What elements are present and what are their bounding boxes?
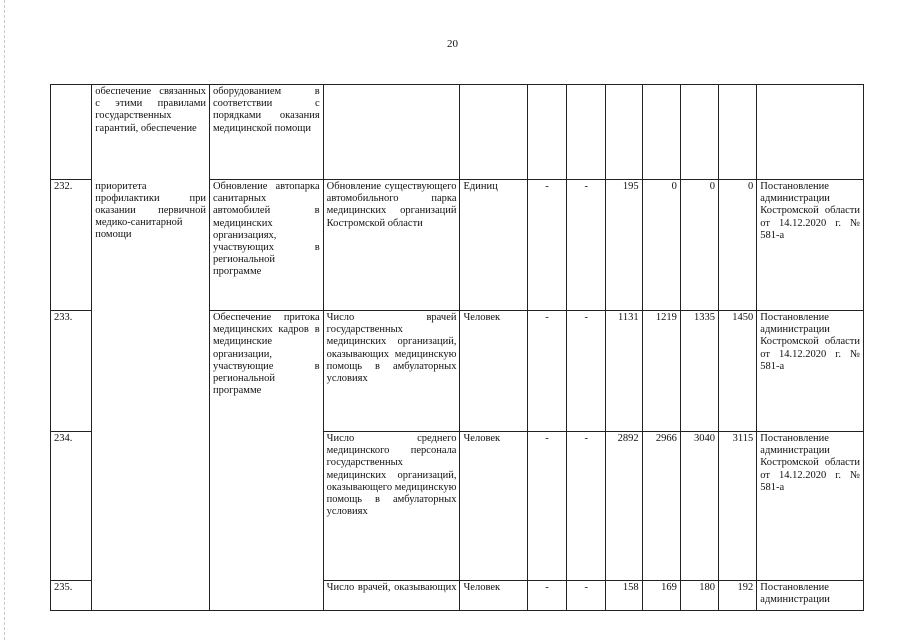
value-cell: 1219	[642, 311, 680, 432]
page-number: 20	[447, 38, 458, 50]
unit-cell: Единиц	[460, 180, 527, 311]
value-cell: 0	[680, 180, 718, 311]
task-cell-continued: оборудованием в соответствии с порядками оказания медицинской помощи	[209, 85, 323, 180]
value-cell: -	[567, 581, 606, 611]
goal-cell-merged: приоритета профилактики при оказании первичной медико-санитарной помощи	[92, 180, 210, 611]
indicator-cell: Число врачей государственных медицинских организаций, оказывающих медицинскую помощь в амбулаторных условиях	[323, 311, 460, 432]
value-cell: -	[567, 432, 606, 581]
value-cell	[642, 85, 680, 180]
source-cell: Постановление администрации Костромской области от 14.12.2020 г. № 581-а	[757, 311, 864, 432]
row-number-cell: 233.	[51, 311, 92, 432]
value-cell: -	[567, 180, 606, 311]
value-cell: -	[527, 581, 566, 611]
unit-cell: Человек	[460, 311, 527, 432]
table-row	[51, 180, 864, 311]
row-number-cell: 235.	[51, 581, 92, 611]
task-cell-merged: Обеспечение притока медицинских кадров в медицинские организации, участвующие в региональной программе	[209, 311, 323, 611]
indicator-cell: Обновление существующего автомобильного парка медицинских организаций Костромской области	[323, 180, 460, 311]
value-cell: 1131	[606, 311, 642, 432]
goal-cell-continued: обеспечение связанных с этими правилами государственных гарантий, обеспечение	[92, 85, 210, 180]
value-cell: 195	[606, 180, 642, 311]
value-cell: -	[527, 180, 566, 311]
table-row-continuation	[51, 85, 864, 180]
value-cell: 3115	[719, 432, 757, 581]
value-cell: 180	[680, 581, 718, 611]
value-cell: 158	[606, 581, 642, 611]
value-cell: 3040	[680, 432, 718, 581]
value-cell	[606, 85, 642, 180]
value-cell: 1335	[680, 311, 718, 432]
value-cell: 192	[719, 581, 757, 611]
source-cell: Постановление администрации	[757, 581, 864, 611]
value-cell: 0	[719, 180, 757, 311]
value-cell: 169	[642, 581, 680, 611]
value-cell	[527, 85, 566, 180]
source-cell: Постановление администрации Костромской области от 14.12.2020 г. № 581-а	[757, 180, 864, 311]
binding-edge-line	[4, 0, 5, 640]
value-cell: 0	[642, 180, 680, 311]
unit-cell	[460, 85, 527, 180]
indicators-table	[50, 84, 864, 611]
value-cell	[719, 85, 757, 180]
unit-cell: Человек	[460, 432, 527, 581]
value-cell: 1450	[719, 311, 757, 432]
indicator-cell: Число врачей, оказывающих	[323, 581, 460, 611]
row-number-cell	[51, 85, 92, 180]
row-number-cell: 234.	[51, 432, 92, 581]
value-cell	[680, 85, 718, 180]
task-cell: Обновление автопарка санитарных автомобилей в медицинских организациях, участвующих в региональной программе	[209, 180, 323, 311]
value-cell: -	[567, 311, 606, 432]
row-number-cell: 232.	[51, 180, 92, 311]
value-cell: 2966	[642, 432, 680, 581]
value-cell: -	[527, 311, 566, 432]
unit-cell: Человек	[460, 581, 527, 611]
value-cell: -	[527, 432, 566, 581]
source-cell: Постановление администрации Костромской области от 14.12.2020 г. № 581-а	[757, 432, 864, 581]
indicator-cell	[323, 85, 460, 180]
value-cell: 2892	[606, 432, 642, 581]
value-cell	[567, 85, 606, 180]
source-cell	[757, 85, 864, 180]
indicator-cell: Число среднего медицинского персонала государственных медицинских организаций, оказывающего медицинскую помощь в амбулаторных условиях	[323, 432, 460, 581]
